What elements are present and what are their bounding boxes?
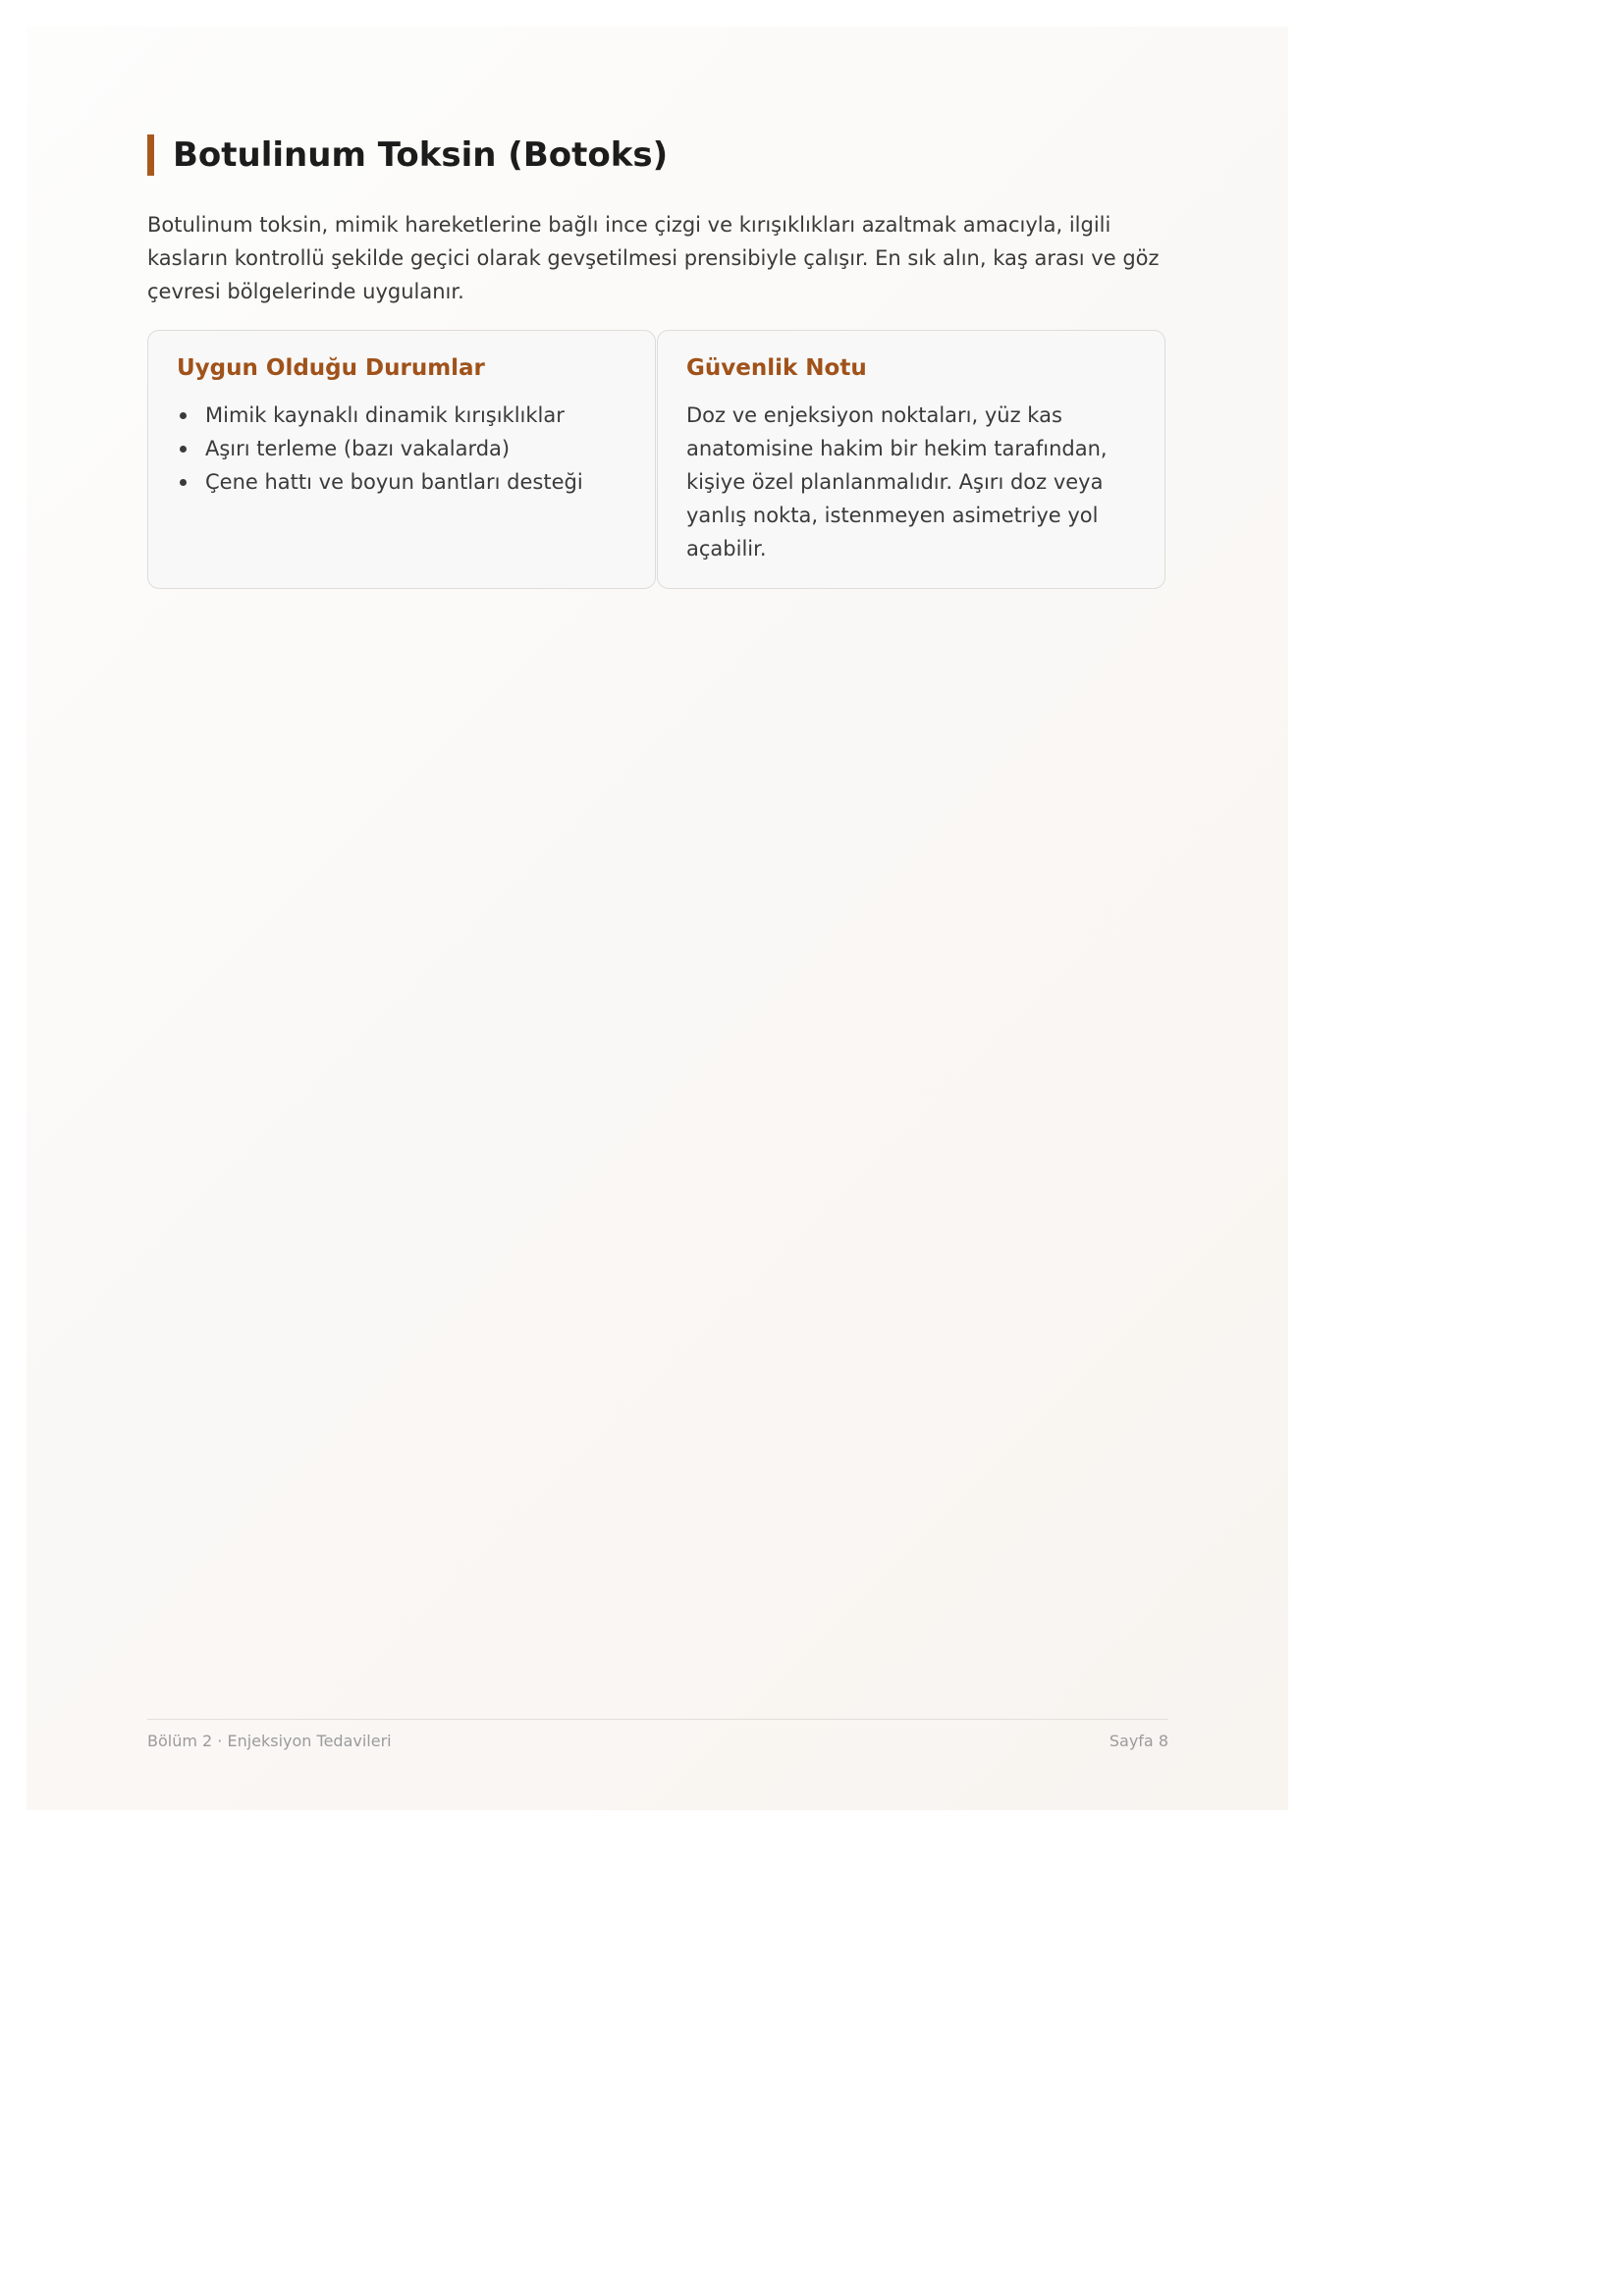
list-item — [177, 465, 626, 499]
indications-list — [177, 399, 626, 499]
indications-card-title: Uygun Olduğu Durumlar — [177, 355, 485, 381]
document-page — [27, 27, 1288, 1810]
safety-card — [657, 330, 1165, 589]
indications-card — [147, 330, 656, 589]
bullet-icon — [180, 479, 187, 486]
intro-paragraph: Botulinum toksin, mimik hareketlerine bağlı ince çizgi ve kırışıklıkları azaltmak amacıyla, ilgili kasların kontrollü şekilde geçici olarak gevşetilmesi prensibiyle çalışır. En sık alın, kaş arası ve göz çevresi bölgelerinde uygulanır. — [147, 213, 1160, 303]
list-item — [177, 399, 626, 432]
safety-card-text: Doz ve enjeksiyon noktaları, yüz kas anatomisine hakim bir hekim tarafından, kişiye özel planlanmalıdır. Aşırı doz veya yanlış nokta, istenmeyen asimetriye yol açabilir. — [686, 403, 1108, 561]
section-heading — [147, 134, 668, 176]
bullet-icon — [180, 446, 187, 453]
footer-divider — [147, 1719, 1168, 1720]
bullet-icon — [180, 412, 187, 419]
safety-card-title: Güvenlik Notu — [686, 355, 867, 381]
page-number: Sayfa 8 — [1109, 1732, 1168, 1750]
list-item-text: Çene hattı ve boyun bantları desteği — [205, 470, 583, 494]
list-item — [177, 432, 626, 465]
list-item-text: Mimik kaynaklı dinamik kırışıklıklar — [205, 403, 565, 427]
footer-chapter: Bölüm 2 · Enjeksiyon Tedavileri — [147, 1732, 392, 1750]
page-title: Botulinum Toksin (Botoks) — [173, 135, 669, 175]
list-item-text: Aşırı terleme (bazı vakalarda) — [205, 437, 511, 460]
